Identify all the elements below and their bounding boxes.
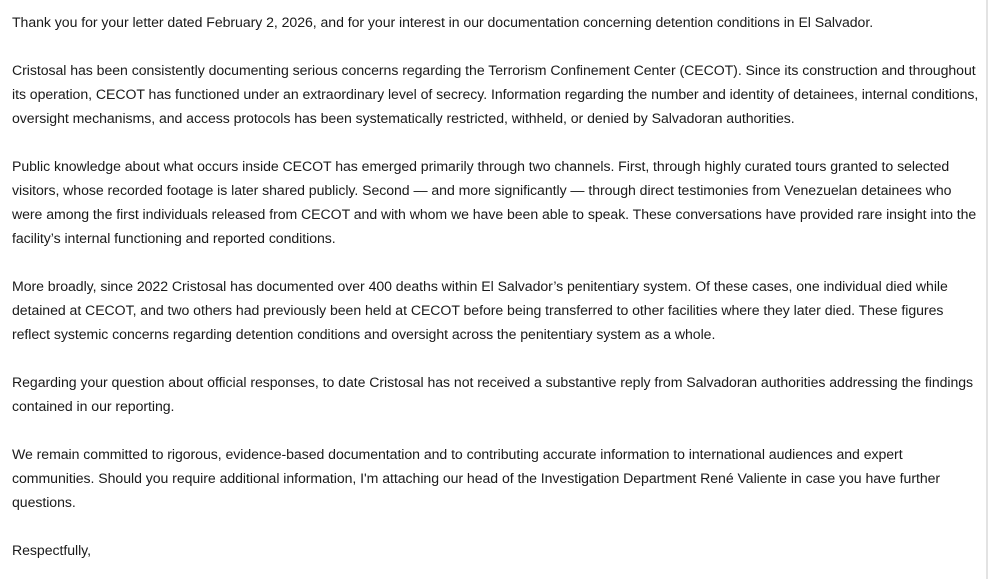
paragraph-deaths: More broadly, since 2022 Cristosal has documented over 400 deaths within El Salvador’s penitentiary system. Of these cases, one individual died while detained at CECOT, and two others had previously been held at CECOT before being transferred to other facilities where they later died. These figures reflect systemic concerns regarding detention conditions and oversight across the penitentiary system as a whole.	[12, 278, 948, 342]
paragraph-cecot-secrecy: Cristosal has been consistently documenting serious concerns regarding the Terrorism Confinement Center (CECOT). Since its construction and throughout its operation, CECOT has functioned under an extraordinary level of secrecy. Information regarding the number and identity of detainees, internal conditions, oversight mechanisms, and access protocols has been systematically restricted, withheld, or denied by Salvadoran authorities.	[12, 62, 979, 126]
paragraph-commitment: We remain committed to rigorous, evidence-based documentation and to contributing accurate information to international audiences and expert communities. Should you require additional information, I'm attaching our head of the Investigation Department René Valiente in case you have further questions.	[12, 446, 941, 510]
paragraph-official-responses: Regarding your question about official responses, to date Cristosal has not received a substantive reply from Salvadoran authorities addressing the findings contained in our reporting.	[12, 374, 974, 414]
paragraph-greeting: Thank you for your letter dated February 2, 2026, and for your interest in our documentation concerning detention conditions in El Salvador.	[12, 14, 874, 30]
closing-line: Respectfully,	[12, 542, 91, 558]
paragraph-public-knowledge: Public knowledge about what occurs inside CECOT has emerged primarily through two channels. First, through highly curated tours granted to selected visitors, whose recorded footage is later shared publicly. Second — and more significantly — through direct testimonies from Venezuelan detainees who were among the first individuals released from CECOT and with whom we have been able to speak. These conversations have provided rare insight into the facility’s internal functioning and reported conditions.	[12, 158, 977, 246]
letter-body	[12, 10, 984, 562]
